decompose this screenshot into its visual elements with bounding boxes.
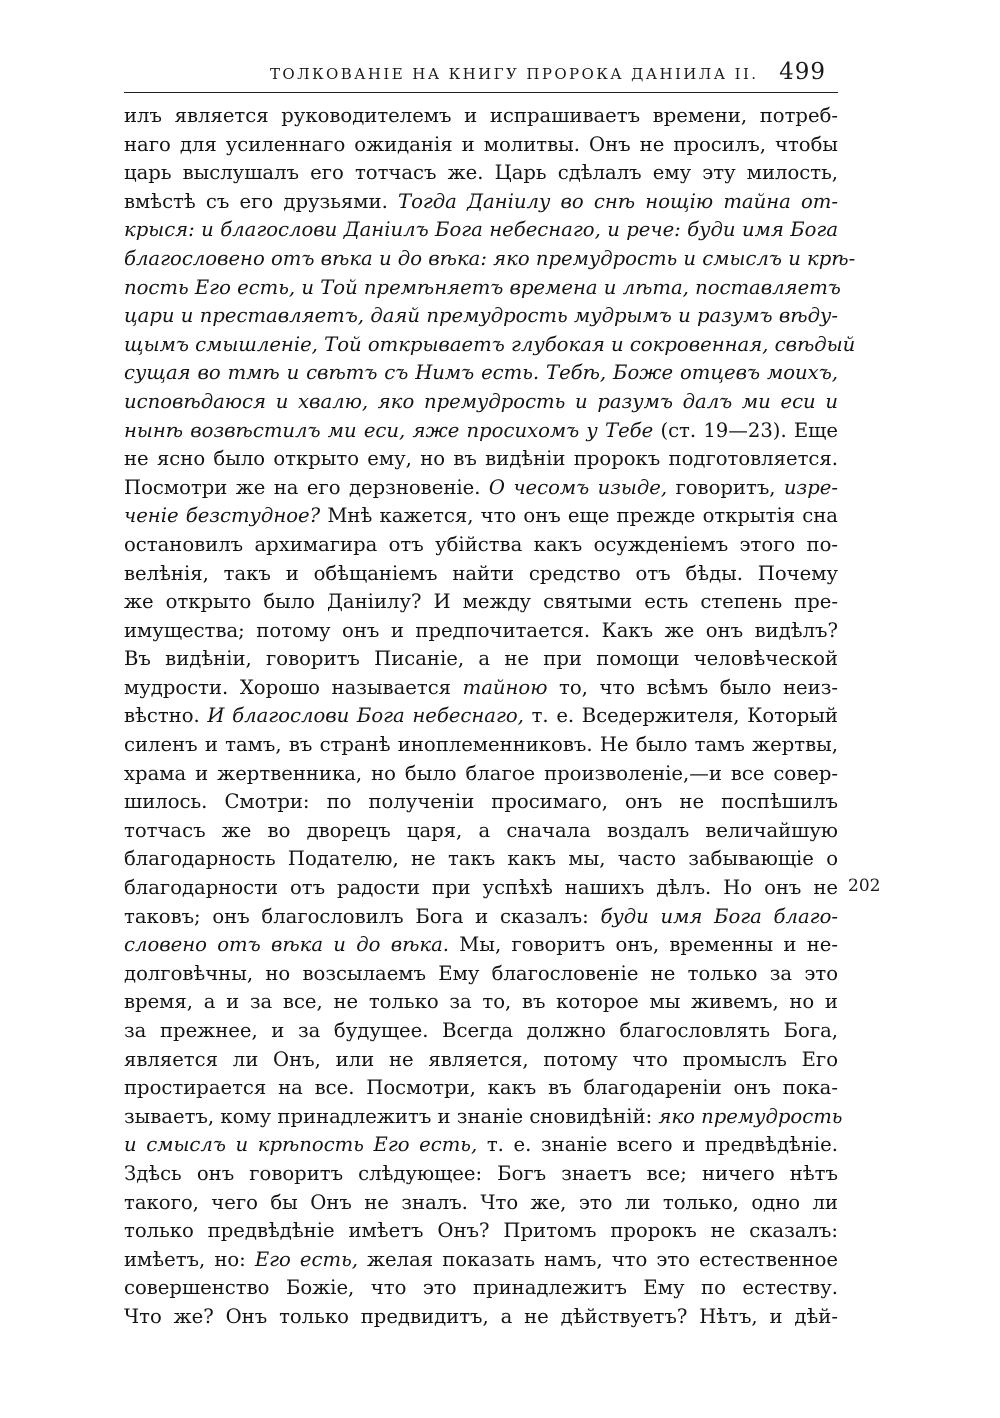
text-run: мудрости. Хорошо называется [124, 675, 463, 699]
text-line [124, 245, 856, 274]
text-line [124, 188, 838, 217]
text-run: является ли Онъ, или не является, потому что промыслъ Его [124, 1047, 838, 1071]
italic-quote: благословено отъ вѣка и до вѣка: яко премудрость и смыслъ и крѣ- [124, 246, 856, 270]
text-run: т. е. Вседержителя, Который [523, 704, 838, 728]
text-line [124, 1103, 843, 1132]
text-run: царь выслушалъ его тотчасъ же. Царь сдѣлалъ ему эту милость, [124, 161, 838, 185]
text-line [124, 359, 838, 388]
text-run: тотчасъ же во дворецъ царя, а сначала воздалъ величайшую [124, 818, 838, 842]
text-line [124, 1274, 838, 1303]
text-line [124, 588, 838, 617]
text-run: остановилъ архимагира отъ убійства какъ осужденіемъ этого по- [124, 532, 838, 556]
text-line [124, 159, 838, 188]
running-header [124, 58, 838, 93]
text-run: Мнѣ кажется, что онъ еще прежде открытія сна [320, 504, 838, 528]
text-line [124, 1046, 838, 1075]
text-line [124, 131, 838, 160]
text-run: силенъ и тамъ, въ странѣ иноплеменниковъ. Не было тамъ жертвы, [124, 733, 838, 757]
italic-quote: яко премудрость [658, 1104, 843, 1128]
text-run: зываетъ, кому принадлежитъ и знаніе сновидѣній: [124, 1104, 659, 1128]
italic-quote: Тогда Даніилу во снѣ нощію тайна от- [398, 189, 838, 213]
text-run: Здѣсь онъ говоритъ слѣдующее: Богъ знаетъ все; ничего нѣтъ [124, 1161, 838, 1185]
text-line [124, 1074, 838, 1103]
text-run: вмѣстѣ съ его друзьями. [124, 189, 398, 213]
text-run: Что же? Онъ только предвидитъ, а не дѣйствуетъ? Нѣтъ, и дѣй- [124, 1304, 838, 1328]
text-line [124, 102, 838, 131]
text-line [124, 474, 838, 503]
text-line [124, 874, 838, 903]
text-line [124, 788, 838, 817]
text-run: таковъ; онъ благословилъ Бога и сказалъ: [124, 904, 601, 928]
italic-quote: цари и преставляетъ, даяй премудрость мудрымъ и разумъ вѣду- [124, 304, 838, 328]
text-line [124, 988, 838, 1017]
italic-quote: буди имя Бога благо- [600, 904, 838, 928]
text-line [124, 1217, 838, 1246]
italic-quote: И благослови Бога небеснаго, [207, 704, 524, 728]
text-run: совершенство Божіе, что это принадлежитъ Ему по естеству. [124, 1276, 838, 1300]
italic-quote: ченіе безстудное? [124, 504, 321, 528]
text-line [124, 1131, 838, 1160]
text-run: только предвѣдѣніе имѣетъ Онъ? Притомъ пророкъ не сказалъ: [124, 1219, 838, 1243]
text-run: велѣнія, такъ и обѣщаніемъ найти средство отъ бѣды. Почему [124, 561, 838, 585]
text-run: имѣетъ, но: [124, 1247, 255, 1271]
text-run: шилось. Смотри: по полученіи просимаго, онъ не поспѣшилъ [124, 790, 838, 814]
text-run: благодарность Подателю, не такъ какъ мы, часто забывающіе о [124, 847, 838, 871]
text-line [124, 903, 838, 932]
text-run: долговѣчны, но возсылаемъ Ему благословеніе не только за это [124, 961, 838, 985]
text-line [124, 1017, 838, 1046]
text-run: время, а и за все, не только за то, въ которое мы живемъ, но и [124, 990, 838, 1014]
text-line [124, 216, 838, 245]
text-run: имущества; потому онъ и предпочитается. Какъ же онъ видѣлъ? [124, 618, 838, 642]
text-run: за прежнее, и за будущее. Всегда должно благословлять Бога, [124, 1019, 838, 1042]
italic-quote: сущая во тмѣ и свѣтъ съ Нимъ есть. Тебѣ, Боже отцевъ моихъ, [124, 361, 838, 385]
text-run: Посмотри же на его дерзновеніе. [124, 475, 489, 499]
text-run: говоритъ, [667, 475, 784, 499]
italic-quote: и смыслъ и крѣпость Его есть, [124, 1133, 478, 1157]
text-run: Мы, говоритъ онъ, временны и не- [449, 933, 838, 957]
text-run: желая показать намъ, что это естественное [357, 1247, 838, 1271]
text-run: благодарности отъ радости при успѣхѣ нашихъ дѣлъ. Но онъ не [124, 876, 838, 900]
italic-quote: Его есть, [254, 1247, 358, 1271]
text-line [124, 731, 838, 760]
text-line [124, 560, 838, 589]
text-line [124, 817, 838, 846]
text-line [124, 531, 838, 560]
italic-quote: тайною [462, 675, 548, 699]
text-run: такого, чего бы Онъ не зналъ. Что же, это ли только, одно ли [124, 1190, 838, 1214]
text-line [124, 502, 838, 531]
margin-page-reference: 202 [848, 876, 881, 896]
text-line [124, 1160, 838, 1189]
text-run: Въ видѣніи, говоритъ Писаніе, а не при помощи человѣческой [124, 647, 838, 671]
running-title: ТОЛКОВАНІЕ НА КНИГУ ПРОРОКА ДАНІИЛА II. [270, 65, 759, 83]
page-number: 499 [779, 59, 826, 85]
body-text [124, 102, 856, 1332]
text-line [124, 702, 838, 731]
text-run: илъ является руководителемъ и испрашиваетъ времени, потреб- [124, 104, 838, 127]
text-line [124, 845, 838, 874]
text-run: (ст. 19—23). Еще [653, 418, 838, 442]
text-run: наго для усиленнаго ожиданія и молитвы. Онъ не просилъ, чтобы [124, 132, 838, 156]
text-line [124, 1246, 838, 1275]
italic-quote: крыся: и благослови Даніилъ Бога небеснаго, и рече: буди имя Бога [124, 218, 838, 242]
text-run: то, что всѣмъ было неиз- [547, 675, 839, 699]
text-line [124, 760, 838, 789]
text-line [124, 302, 838, 331]
italic-quote: пость Его есть, и Той премѣняетъ времена и лѣта, поставляетъ [124, 275, 841, 299]
text-line [124, 617, 838, 646]
text-line [124, 931, 838, 960]
text-line [124, 1189, 838, 1218]
text-run: не ясно было открыто ему, но въ видѣніи пророкъ подготовляется. [124, 447, 838, 471]
italic-quote: исповѣдаюся и хвалю, яко премудрость и разумъ далъ ми еси и [124, 389, 838, 413]
text-line [124, 388, 838, 417]
italic-quote: изре- [783, 475, 838, 499]
text-run: т. е. знаніе всего и предвѣдѣніе. [477, 1133, 838, 1157]
text-line [124, 960, 838, 989]
text-line [124, 1303, 838, 1332]
text-line [124, 674, 838, 703]
text-run: простирается на все. Посмотри, какъ въ благодареніи онъ пока- [124, 1076, 838, 1100]
italic-quote: словено отъ вѣка и до вѣка. [124, 933, 450, 957]
italic-quote: нынѣ возвѣстилъ ми еси, яже просихомъ у Тебе [124, 418, 654, 442]
text-run: же открыто было Даніилу? И между святыми есть степень пре- [124, 590, 838, 614]
text-line [124, 331, 856, 360]
text-line [124, 645, 838, 674]
text-line [124, 417, 838, 446]
text-run: храма и жертвенника, но было благое произволеніе,—и все совер- [124, 761, 838, 785]
italic-quote: щымъ смышленіе, Той открываетъ глубокая и сокровенная, свѣдый [124, 332, 856, 356]
text-line [124, 274, 841, 303]
italic-quote: О чесомъ изыде, [488, 475, 668, 499]
text-run: вѣстно. [124, 704, 208, 728]
text-line [124, 445, 838, 474]
